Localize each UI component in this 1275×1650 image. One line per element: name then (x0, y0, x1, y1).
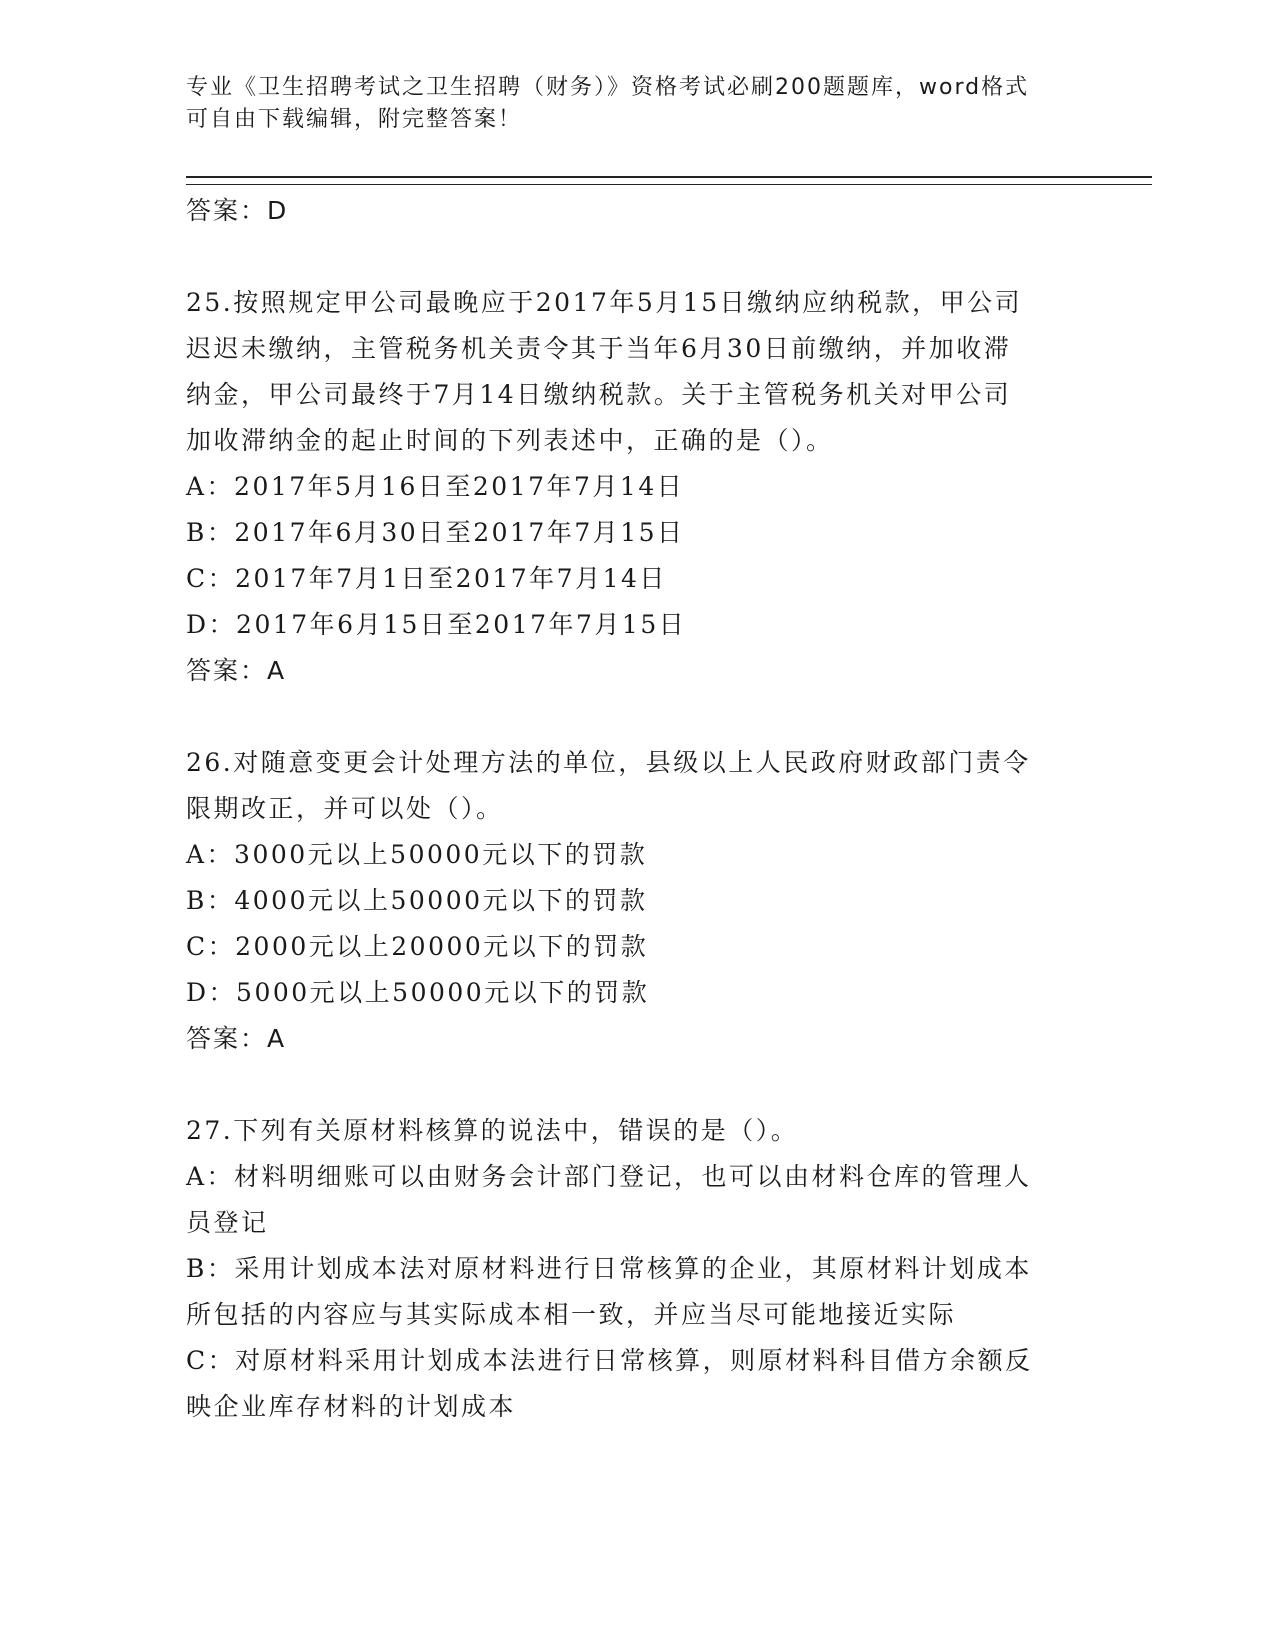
option-a-continued: 员登记 (186, 1208, 269, 1237)
question-stem-line: 25.按照规定甲公司最晚应于2017年5月15日缴纳应纳税款，甲公司 (186, 288, 1023, 317)
option-b: B：2017年6月30日至2017年7月15日 (186, 518, 685, 547)
question-26 (186, 740, 1086, 1062)
option-b: B：采用计划成本法对原材料进行日常核算的企业，其原材料计划成本 (186, 1254, 1032, 1283)
question-25 (186, 280, 1086, 694)
header-line-1: 专业《卫生招聘考试之卫生招聘（财务）》资格考试必刷200题题库，word格式 (186, 75, 1030, 100)
option-b: B：4000元以上50000元以下的罚款 (186, 886, 648, 915)
option-d: D：2017年6月15日至2017年7月15日 (186, 610, 687, 639)
question-stem-line: 迟迟未缴纳，主管税务机关责令其于当年6月30日前缴纳，并加收滞 (186, 334, 1012, 363)
question-stem-line: 加收滞纳金的起止时间的下列表述中，正确的是（）。 (186, 426, 834, 455)
answer-label: 答案：A (186, 1024, 287, 1053)
option-d: D：5000元以上50000元以下的罚款 (186, 978, 650, 1007)
spacer (186, 234, 1086, 280)
question-list (186, 188, 1086, 1430)
option-c: C：2000元以上20000元以下的罚款 (186, 932, 649, 961)
option-c: C：2017年7月1日至2017年7月14日 (186, 564, 667, 593)
page-header (186, 72, 1086, 136)
spacer (186, 1062, 1086, 1108)
option-b-continued: 所包括的内容应与其实际成本相一致，并应当尽可能地接近实际 (186, 1300, 957, 1329)
question-stem-line: 27.下列有关原材料核算的说法中，错误的是（）。 (186, 1116, 799, 1145)
header-line-2: 可自由下载编辑，附完整答案！ (186, 107, 523, 132)
question-stem-line: 限期改正，并可以处（）。 (186, 794, 504, 823)
option-a: A：2017年5月16日至2017年7月14日 (186, 472, 685, 501)
header-divider (186, 176, 1152, 185)
previous-answer: 答案：D (186, 196, 289, 225)
question-27 (186, 1108, 1086, 1430)
option-c-continued: 映企业库存材料的计划成本 (186, 1392, 517, 1421)
question-stem-line: 26.对随意变更会计处理方法的单位，县级以上人民政府财政部门责令 (186, 748, 1031, 777)
option-c: C：对原材料采用计划成本法进行日常核算，则原材料科目借方余额反 (186, 1346, 1033, 1375)
option-a: A：材料明细账可以由财务会计部门登记，也可以由材料仓库的管理人 (186, 1162, 1032, 1191)
answer-label: 答案：A (186, 656, 287, 685)
option-a: A：3000元以上50000元以下的罚款 (186, 840, 648, 869)
question-stem-line: 纳金，甲公司最终于7月14日缴纳税款。关于主管税务机关对甲公司 (186, 380, 1012, 409)
spacer (186, 694, 1086, 740)
